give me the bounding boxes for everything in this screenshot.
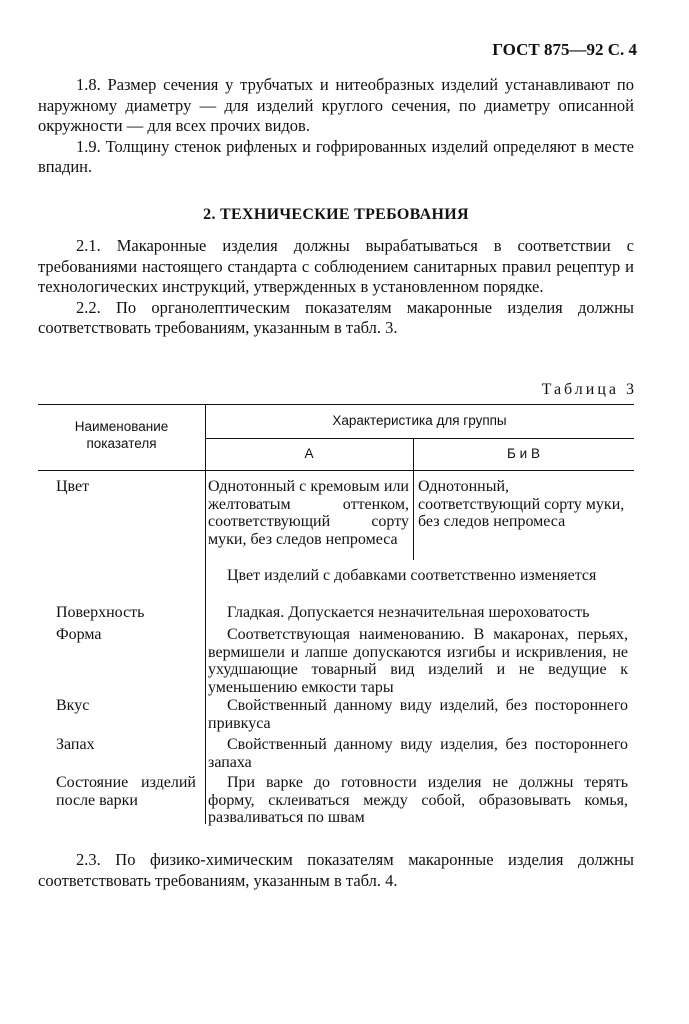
paragraph-bottom-block (38, 850, 634, 891)
table-header-bottom-border (38, 470, 634, 471)
row-color-bv: Однотонный, соответствующий сорту муки, без следов непромеса (418, 478, 625, 530)
paragraph-2-1: 2.1. Макаронные изделия должны вырабатываться в соответствии с требованиями настоящего стандарта с соблюдением санитарных правил рецептур и технологических инструкций, утвержденных в установленном порядке. (38, 236, 634, 296)
row-surface-name: Поверхность (56, 604, 145, 621)
row-cooking-name: Состояние изделий после варки (56, 774, 196, 809)
table-caption: Таблица 3 (541, 381, 637, 398)
header-indicator-name: Наименование показателя (74, 419, 169, 451)
row-color-a: Однотонный с кремовым или желтоватым оттенком, соответствующий сорту муки, без следов непромеса (208, 478, 409, 548)
paragraph-1-8: 1.8. Размер сечения у трубчатых и нитеобразных изделий устанавливают по наружному диаметру — для изделий круглого сечения, по диаметру описанной окружности — для всех прочих видов. (38, 75, 634, 135)
row-shape-value: Соответствующая наименованию. В макаронах, перьях, вермишели и лапше допускаются изгибы и искривления, не ухудшающие товарный вид изделий и не ведущие к уменьшению емкости тары (208, 626, 628, 696)
paragraph-2-2: 2.2. По органолептическим показателям макаронные изделия должны соответствовать требованиям, указанным в табл. 3. (38, 297, 634, 337)
paragraphs-top (38, 75, 634, 178)
paragraph-2-3: 2.3. По физико-химическим показателям макаронные изделия должны соответствовать требованиям, указанным в табл. 4. (38, 850, 634, 890)
header-col-bv: Б и В (507, 446, 540, 461)
row-color-name: Цвет (56, 478, 90, 495)
header-col-a: А (304, 446, 314, 461)
row-taste-value: Свойственный данному виду изделий, без постороннего привкуса (208, 697, 628, 732)
row-smell-value: Свойственный данному виду изделия, без постороннего запаха (208, 736, 628, 771)
paragraph-1-9: 1.9. Толщину стенок рифленых и гофрированных изделий определяют в месте впадин. (38, 136, 634, 176)
row-cooking-value: При варке до готовности изделия не должны терять форму, склеиваться между собой, образовывать комья, разваливаться по швам (208, 774, 628, 826)
page-header: ГОСТ 875—92 С. 4 (492, 40, 637, 59)
row-color-note: Цвет изделий с добавками соответственно изменяется (227, 567, 597, 584)
section-title: 2. ТЕХНИЧЕСКИЕ ТРЕБОВАНИЯ (203, 206, 469, 223)
table-header-divider (205, 438, 634, 439)
paragraphs-mid (38, 236, 634, 339)
header-group: Характеристика для группы (332, 413, 507, 428)
table-col-divider-main (205, 404, 206, 824)
table-top-border (38, 404, 634, 405)
row-taste-name: Вкус (56, 697, 90, 714)
row-smell-name: Запах (56, 736, 95, 753)
row-surface-value: Гладкая. Допускается незначительная шероховатость (227, 604, 590, 621)
row-shape-name: Форма (56, 626, 102, 643)
